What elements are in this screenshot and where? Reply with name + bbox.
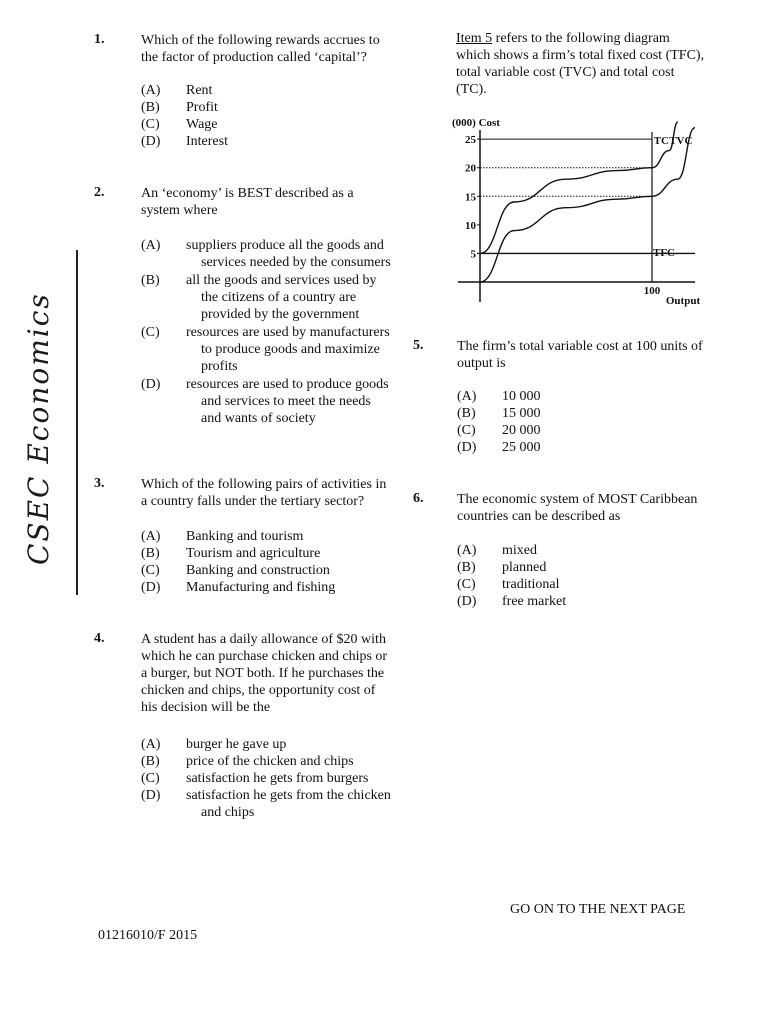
- question-number: 6.: [413, 491, 424, 506]
- option-text: resources are used by manufacturers to produce goods and maximize profits: [186, 325, 390, 374]
- option-d[interactable]: [141, 376, 391, 427]
- option-a[interactable]: [457, 388, 657, 405]
- option-b[interactable]: [457, 405, 657, 422]
- option-letter: (A): [141, 83, 161, 98]
- option-text: satisfaction he gets from burgers: [186, 771, 369, 786]
- option-text: traditional: [502, 577, 560, 592]
- option-a[interactable]: [457, 542, 657, 559]
- options-list: [141, 736, 396, 821]
- tvc-label: TVC: [669, 135, 693, 147]
- option-a[interactable]: [141, 237, 391, 271]
- y-tick-label: 5: [470, 248, 476, 261]
- option-b[interactable]: [141, 272, 391, 323]
- option-text: suppliers produce all the goods and services needed by the consumers: [186, 238, 391, 270]
- options-list: [141, 82, 391, 150]
- option-letter: (B): [457, 560, 476, 575]
- option-text: Manufacturing and fishing: [186, 580, 336, 595]
- option-text: planned: [502, 560, 547, 575]
- option-letter: (C): [141, 325, 160, 340]
- option-letter: (C): [141, 117, 160, 132]
- tc-label: TC: [653, 135, 670, 147]
- question-stem: The economic system of MOST Caribbean countries can be described as: [457, 492, 698, 524]
- y-tick-label: 20: [465, 162, 476, 175]
- option-text: 15 000: [502, 406, 541, 421]
- option-letter: (D): [141, 377, 161, 392]
- handwritten-note: CSEC Economics: [22, 292, 55, 565]
- item-intro-text: refers to the following diagram which shows a firm’s total fixed cost (TFC), total variable cost (TVC) and total cost (TC).: [456, 31, 705, 97]
- option-text: 10 000: [502, 389, 541, 404]
- y-tick-label: 10: [465, 219, 476, 232]
- question-number: 2.: [94, 185, 105, 200]
- option-text: resources are used to produce goods and services to meet the needs and wants of society: [186, 377, 389, 426]
- margin-line: [76, 250, 78, 595]
- y-tick-label: 15: [465, 191, 476, 204]
- option-b[interactable]: [141, 753, 396, 770]
- option-letter: (A): [457, 543, 477, 558]
- option-text: mixed: [502, 543, 537, 558]
- next-page-notice: GO ON TO THE NEXT PAGE: [510, 902, 686, 917]
- option-text: 25 000: [502, 440, 541, 455]
- question-stem: An ‘economy’ is BEST described as a system where: [141, 186, 354, 218]
- question-number: 5.: [413, 338, 424, 353]
- option-c[interactable]: [141, 324, 391, 375]
- option-b[interactable]: [141, 99, 391, 116]
- option-letter: (C): [457, 423, 476, 438]
- y-axis-label: (000) Cost: [452, 117, 500, 129]
- option-text: Interest: [186, 134, 228, 149]
- y-tick-label: 25: [465, 134, 476, 147]
- option-letter: (C): [457, 577, 476, 592]
- option-d[interactable]: [457, 439, 657, 456]
- option-text: all the goods and services used by the citizens of a country are provided by the government: [186, 273, 377, 322]
- question-number: 1.: [94, 32, 105, 47]
- option-c[interactable]: [457, 422, 657, 439]
- options-list: [141, 528, 391, 596]
- option-text: Rent: [186, 83, 213, 98]
- question-stem: Which of the following pairs of activities in a country falls under the tertiary sector?: [141, 477, 387, 509]
- option-d[interactable]: [141, 787, 396, 821]
- options-list: [141, 237, 391, 427]
- option-letter: (D): [141, 134, 161, 149]
- question-number: 4.: [94, 631, 105, 646]
- option-d[interactable]: [141, 579, 391, 596]
- option-text: 20 000: [502, 423, 541, 438]
- option-c[interactable]: [141, 770, 396, 787]
- option-b[interactable]: [141, 545, 391, 562]
- option-text: Banking and construction: [186, 563, 330, 578]
- option-letter: (B): [141, 273, 160, 288]
- option-c[interactable]: [141, 562, 391, 579]
- option-letter: (A): [141, 529, 161, 544]
- option-letter: (D): [457, 440, 477, 455]
- option-text: Profit: [186, 100, 218, 115]
- option-a[interactable]: [141, 528, 391, 545]
- x-axis-label: Output: [665, 295, 701, 307]
- item-reference: Item 5: [456, 31, 493, 46]
- question-stem: A student has a daily allowance of $20 with which he can purchase chicken and chips or a burger, but NOT both. If he purchases the chicken and chips, the opportunity cost of his decision will be the: [141, 632, 388, 715]
- option-letter: (B): [457, 406, 476, 421]
- option-text: Tourism and agriculture: [186, 546, 321, 561]
- option-letter: (C): [141, 563, 160, 578]
- option-letter: (B): [141, 100, 160, 115]
- item5-intro: [456, 30, 706, 98]
- option-text: Wage: [186, 117, 218, 132]
- question-stem: Which of the following rewards accrues to the factor of production called ‘capital’?: [141, 33, 380, 65]
- option-text: free market: [502, 594, 567, 609]
- option-letter: (A): [141, 737, 161, 752]
- option-text: satisfaction he gets from the chicken and chips: [186, 788, 391, 820]
- option-a[interactable]: [141, 736, 396, 753]
- tc-curve: [480, 122, 678, 253]
- x-tick-label: 100: [643, 285, 661, 297]
- option-d[interactable]: [457, 593, 657, 610]
- option-letter: (D): [457, 594, 477, 609]
- option-letter: (A): [141, 238, 161, 253]
- option-text: Banking and tourism: [186, 529, 304, 544]
- option-a[interactable]: [141, 82, 391, 99]
- option-text: price of the chicken and chips: [186, 754, 354, 769]
- option-b[interactable]: [457, 559, 657, 576]
- options-list: [457, 388, 657, 456]
- option-c[interactable]: [457, 576, 657, 593]
- question-stem: The firm’s total variable cost at 100 units of output is: [457, 339, 703, 371]
- option-c[interactable]: [141, 116, 391, 133]
- option-letter: (C): [141, 771, 160, 786]
- paper-code: 01216010/F 2015: [98, 928, 198, 943]
- option-letter: (B): [141, 546, 160, 561]
- option-d[interactable]: [141, 133, 391, 150]
- options-list: [457, 542, 657, 610]
- tfc-label: TFC: [653, 247, 675, 259]
- option-letter: (B): [141, 754, 160, 769]
- option-letter: (A): [457, 389, 477, 404]
- question-number: 3.: [94, 476, 105, 491]
- option-letter: (D): [141, 580, 161, 595]
- option-text: burger he gave up: [186, 737, 287, 752]
- option-letter: (D): [141, 788, 161, 803]
- cost-diagram: [448, 110, 708, 310]
